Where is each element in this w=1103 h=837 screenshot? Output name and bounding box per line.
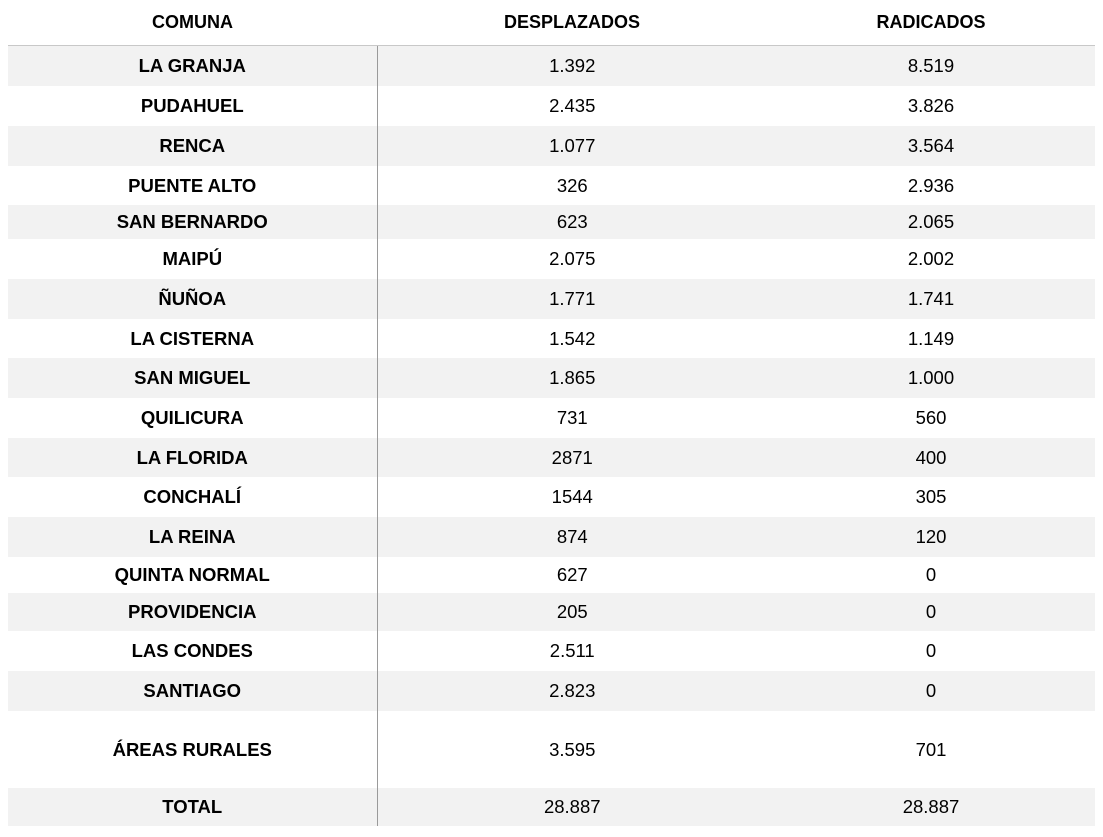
comuna-cell: CONCHALÍ bbox=[8, 477, 377, 517]
header-comuna: COMUNA bbox=[8, 0, 377, 46]
radicados-cell: 400 bbox=[767, 438, 1095, 477]
radicados-cell: 2.936 bbox=[767, 166, 1095, 205]
table-row bbox=[8, 438, 1095, 477]
radicados-cell: 2.065 bbox=[767, 205, 1095, 239]
comuna-cell: QUINTA NORMAL bbox=[8, 557, 377, 593]
table-row bbox=[8, 477, 1095, 517]
comuna-cell: PUENTE ALTO bbox=[8, 166, 377, 205]
table-row bbox=[8, 711, 1095, 788]
table-row bbox=[8, 631, 1095, 671]
table-body bbox=[8, 46, 1095, 827]
total-label-cell: TOTAL bbox=[8, 788, 377, 826]
table-row bbox=[8, 517, 1095, 557]
desplazados-cell: 2.823 bbox=[377, 671, 767, 711]
table-row bbox=[8, 166, 1095, 205]
table-row bbox=[8, 86, 1095, 126]
total-radicados-cell: 28.887 bbox=[767, 788, 1095, 826]
desplazados-cell: 623 bbox=[377, 205, 767, 239]
comuna-cell: LA FLORIDA bbox=[8, 438, 377, 477]
table-row bbox=[8, 319, 1095, 358]
comunas-table bbox=[8, 0, 1095, 826]
radicados-cell: 1.741 bbox=[767, 279, 1095, 319]
comuna-cell: PUDAHUEL bbox=[8, 86, 377, 126]
header-radicados: RADICADOS bbox=[767, 0, 1095, 46]
radicados-cell: 2.002 bbox=[767, 239, 1095, 279]
table-row bbox=[8, 593, 1095, 631]
comuna-cell: PROVIDENCIA bbox=[8, 593, 377, 631]
desplazados-cell: 874 bbox=[377, 517, 767, 557]
comuna-cell: MAIPÚ bbox=[8, 239, 377, 279]
comuna-cell: LAS CONDES bbox=[8, 631, 377, 671]
desplazados-cell: 3.595 bbox=[377, 711, 767, 788]
desplazados-cell: 1.542 bbox=[377, 319, 767, 358]
desplazados-cell: 205 bbox=[377, 593, 767, 631]
desplazados-cell: 1.865 bbox=[377, 358, 767, 398]
radicados-cell: 1.000 bbox=[767, 358, 1095, 398]
table-row bbox=[8, 557, 1095, 593]
comuna-cell: SAN MIGUEL bbox=[8, 358, 377, 398]
desplazados-cell: 731 bbox=[377, 398, 767, 438]
desplazados-cell: 627 bbox=[377, 557, 767, 593]
table-row bbox=[8, 46, 1095, 87]
table-header bbox=[8, 0, 1095, 46]
comuna-cell: LA CISTERNA bbox=[8, 319, 377, 358]
comuna-cell: SAN BERNARDO bbox=[8, 205, 377, 239]
radicados-cell: 0 bbox=[767, 593, 1095, 631]
radicados-cell: 3.564 bbox=[767, 126, 1095, 166]
header-desplazados: DESPLAZADOS bbox=[377, 0, 767, 46]
desplazados-cell: 1.771 bbox=[377, 279, 767, 319]
radicados-cell: 560 bbox=[767, 398, 1095, 438]
comuna-cell: LA GRANJA bbox=[8, 46, 377, 87]
desplazados-cell: 1.077 bbox=[377, 126, 767, 166]
table-row bbox=[8, 398, 1095, 438]
radicados-cell: 0 bbox=[767, 557, 1095, 593]
desplazados-cell: 326 bbox=[377, 166, 767, 205]
total-desplazados-cell: 28.887 bbox=[377, 788, 767, 826]
desplazados-cell: 1544 bbox=[377, 477, 767, 517]
radicados-cell: 0 bbox=[767, 631, 1095, 671]
radicados-cell: 0 bbox=[767, 671, 1095, 711]
table-row bbox=[8, 671, 1095, 711]
desplazados-cell: 2.435 bbox=[377, 86, 767, 126]
header-row bbox=[8, 0, 1095, 46]
radicados-cell: 8.519 bbox=[767, 46, 1095, 87]
table-row bbox=[8, 239, 1095, 279]
table-row bbox=[8, 358, 1095, 398]
radicados-cell: 1.149 bbox=[767, 319, 1095, 358]
radicados-cell: 3.826 bbox=[767, 86, 1095, 126]
table-row bbox=[8, 205, 1095, 239]
comuna-cell: LA REINA bbox=[8, 517, 377, 557]
radicados-cell: 305 bbox=[767, 477, 1095, 517]
table-row bbox=[8, 279, 1095, 319]
comuna-cell: SANTIAGO bbox=[8, 671, 377, 711]
desplazados-cell: 2871 bbox=[377, 438, 767, 477]
desplazados-cell: 2.075 bbox=[377, 239, 767, 279]
comuna-cell: QUILICURA bbox=[8, 398, 377, 438]
desplazados-cell: 1.392 bbox=[377, 46, 767, 87]
desplazados-cell: 2.511 bbox=[377, 631, 767, 671]
radicados-cell: 701 bbox=[767, 711, 1095, 788]
comuna-cell: ÑUÑOA bbox=[8, 279, 377, 319]
total-row bbox=[8, 788, 1095, 826]
comuna-cell: ÁREAS RURALES bbox=[8, 711, 377, 788]
radicados-cell: 120 bbox=[767, 517, 1095, 557]
table-row bbox=[8, 126, 1095, 166]
comuna-cell: RENCA bbox=[8, 126, 377, 166]
